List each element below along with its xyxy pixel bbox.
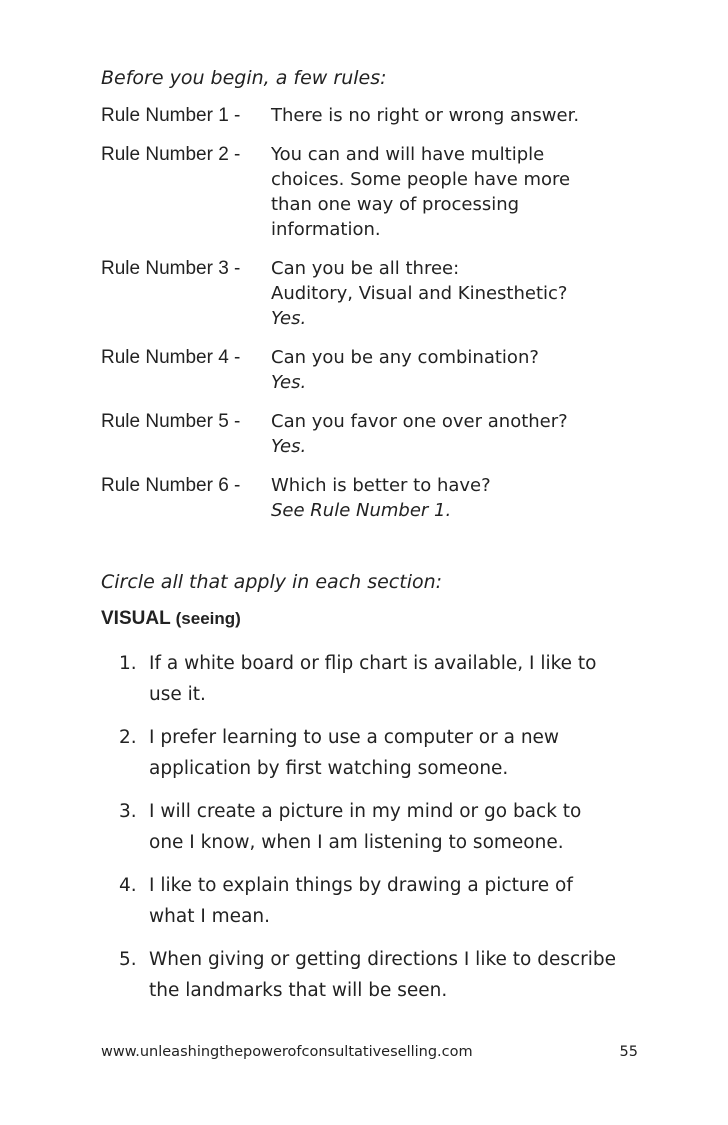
footer-url: www.unleashingthepowerofconsultativeselling.com (101, 1044, 473, 1060)
rule-text (271, 409, 661, 459)
rule-line: than one way of processing (271, 194, 520, 215)
section-title: VISUAL (101, 608, 171, 629)
circle-instruction: Circle all that apply in each section: (101, 571, 443, 593)
list-item (119, 722, 659, 784)
list-item (119, 944, 659, 1006)
item-text (149, 648, 659, 710)
rule-text (271, 256, 661, 331)
rule-label: Rule Number 1 - (101, 105, 241, 126)
item-text (149, 944, 659, 1006)
rule-5 (101, 409, 661, 459)
rule-line: Can you favor one over another? (271, 411, 568, 432)
rule-4 (101, 345, 661, 395)
rule-text (271, 142, 661, 242)
rule-line: Auditory, Visual and Kinesthetic? (271, 283, 568, 304)
page-footer (101, 1042, 638, 1062)
page-number: 55 (619, 1044, 638, 1060)
rule-label: Rule Number 5 - (101, 411, 241, 432)
item-line: I like to explain things by drawing a picture of (149, 875, 573, 896)
item-line: I prefer learning to use a computer or a new (149, 727, 560, 748)
rules-list (101, 103, 661, 537)
rule-label: Rule Number 2 - (101, 144, 241, 165)
section-heading (101, 605, 241, 633)
item-line: application by first watching someone. (149, 758, 509, 779)
list-item (119, 648, 659, 710)
list-item (119, 796, 659, 858)
rule-line: You can and will have multiple (271, 144, 545, 165)
rule-6 (101, 473, 661, 523)
rule-text (271, 345, 661, 395)
list-item (119, 870, 659, 932)
item-text (149, 796, 659, 858)
rule-answer: See Rule Number 1. (271, 500, 452, 521)
section-subtitle: (seeing) (175, 609, 241, 628)
item-line: the landmarks that will be seen. (149, 980, 448, 1001)
item-text (149, 722, 659, 784)
rule-line: There is no right or wrong answer. (271, 105, 580, 126)
item-number: 5. (119, 949, 137, 970)
rule-text (271, 473, 661, 523)
rule-text (271, 103, 661, 128)
visual-items-list (119, 648, 659, 1018)
item-number: 3. (119, 801, 137, 822)
rule-1 (101, 103, 661, 128)
item-number: 4. (119, 875, 137, 896)
item-line: one I know, when I am listening to someone. (149, 832, 564, 853)
rule-2 (101, 142, 661, 242)
item-text (149, 870, 659, 932)
rule-line: Can you be any combination? (271, 347, 539, 368)
rule-line: information. (271, 219, 381, 240)
rule-label: Rule Number 4 - (101, 347, 241, 368)
item-number: 1. (119, 653, 137, 674)
item-line: When giving or getting directions I like to describe (149, 949, 617, 970)
item-line: use it. (149, 684, 206, 705)
item-line: If a white board or flip chart is available, I like to (149, 653, 597, 674)
rules-intro: Before you begin, a few rules: (101, 67, 387, 89)
rule-answer: Yes. (271, 372, 307, 393)
item-number: 2. (119, 727, 137, 748)
rule-label: Rule Number 3 - (101, 258, 241, 279)
rule-answer: Yes. (271, 308, 307, 329)
rule-answer: Yes. (271, 436, 307, 457)
rule-line: Which is better to have? (271, 475, 491, 496)
rule-3 (101, 256, 661, 331)
book-page (101, 0, 661, 1125)
rule-line: choices. Some people have more (271, 169, 571, 190)
item-line: I will create a picture in my mind or go back to (149, 801, 582, 822)
item-line: what I mean. (149, 906, 271, 927)
rule-label: Rule Number 6 - (101, 475, 241, 496)
rule-line: Can you be all three: (271, 258, 460, 279)
